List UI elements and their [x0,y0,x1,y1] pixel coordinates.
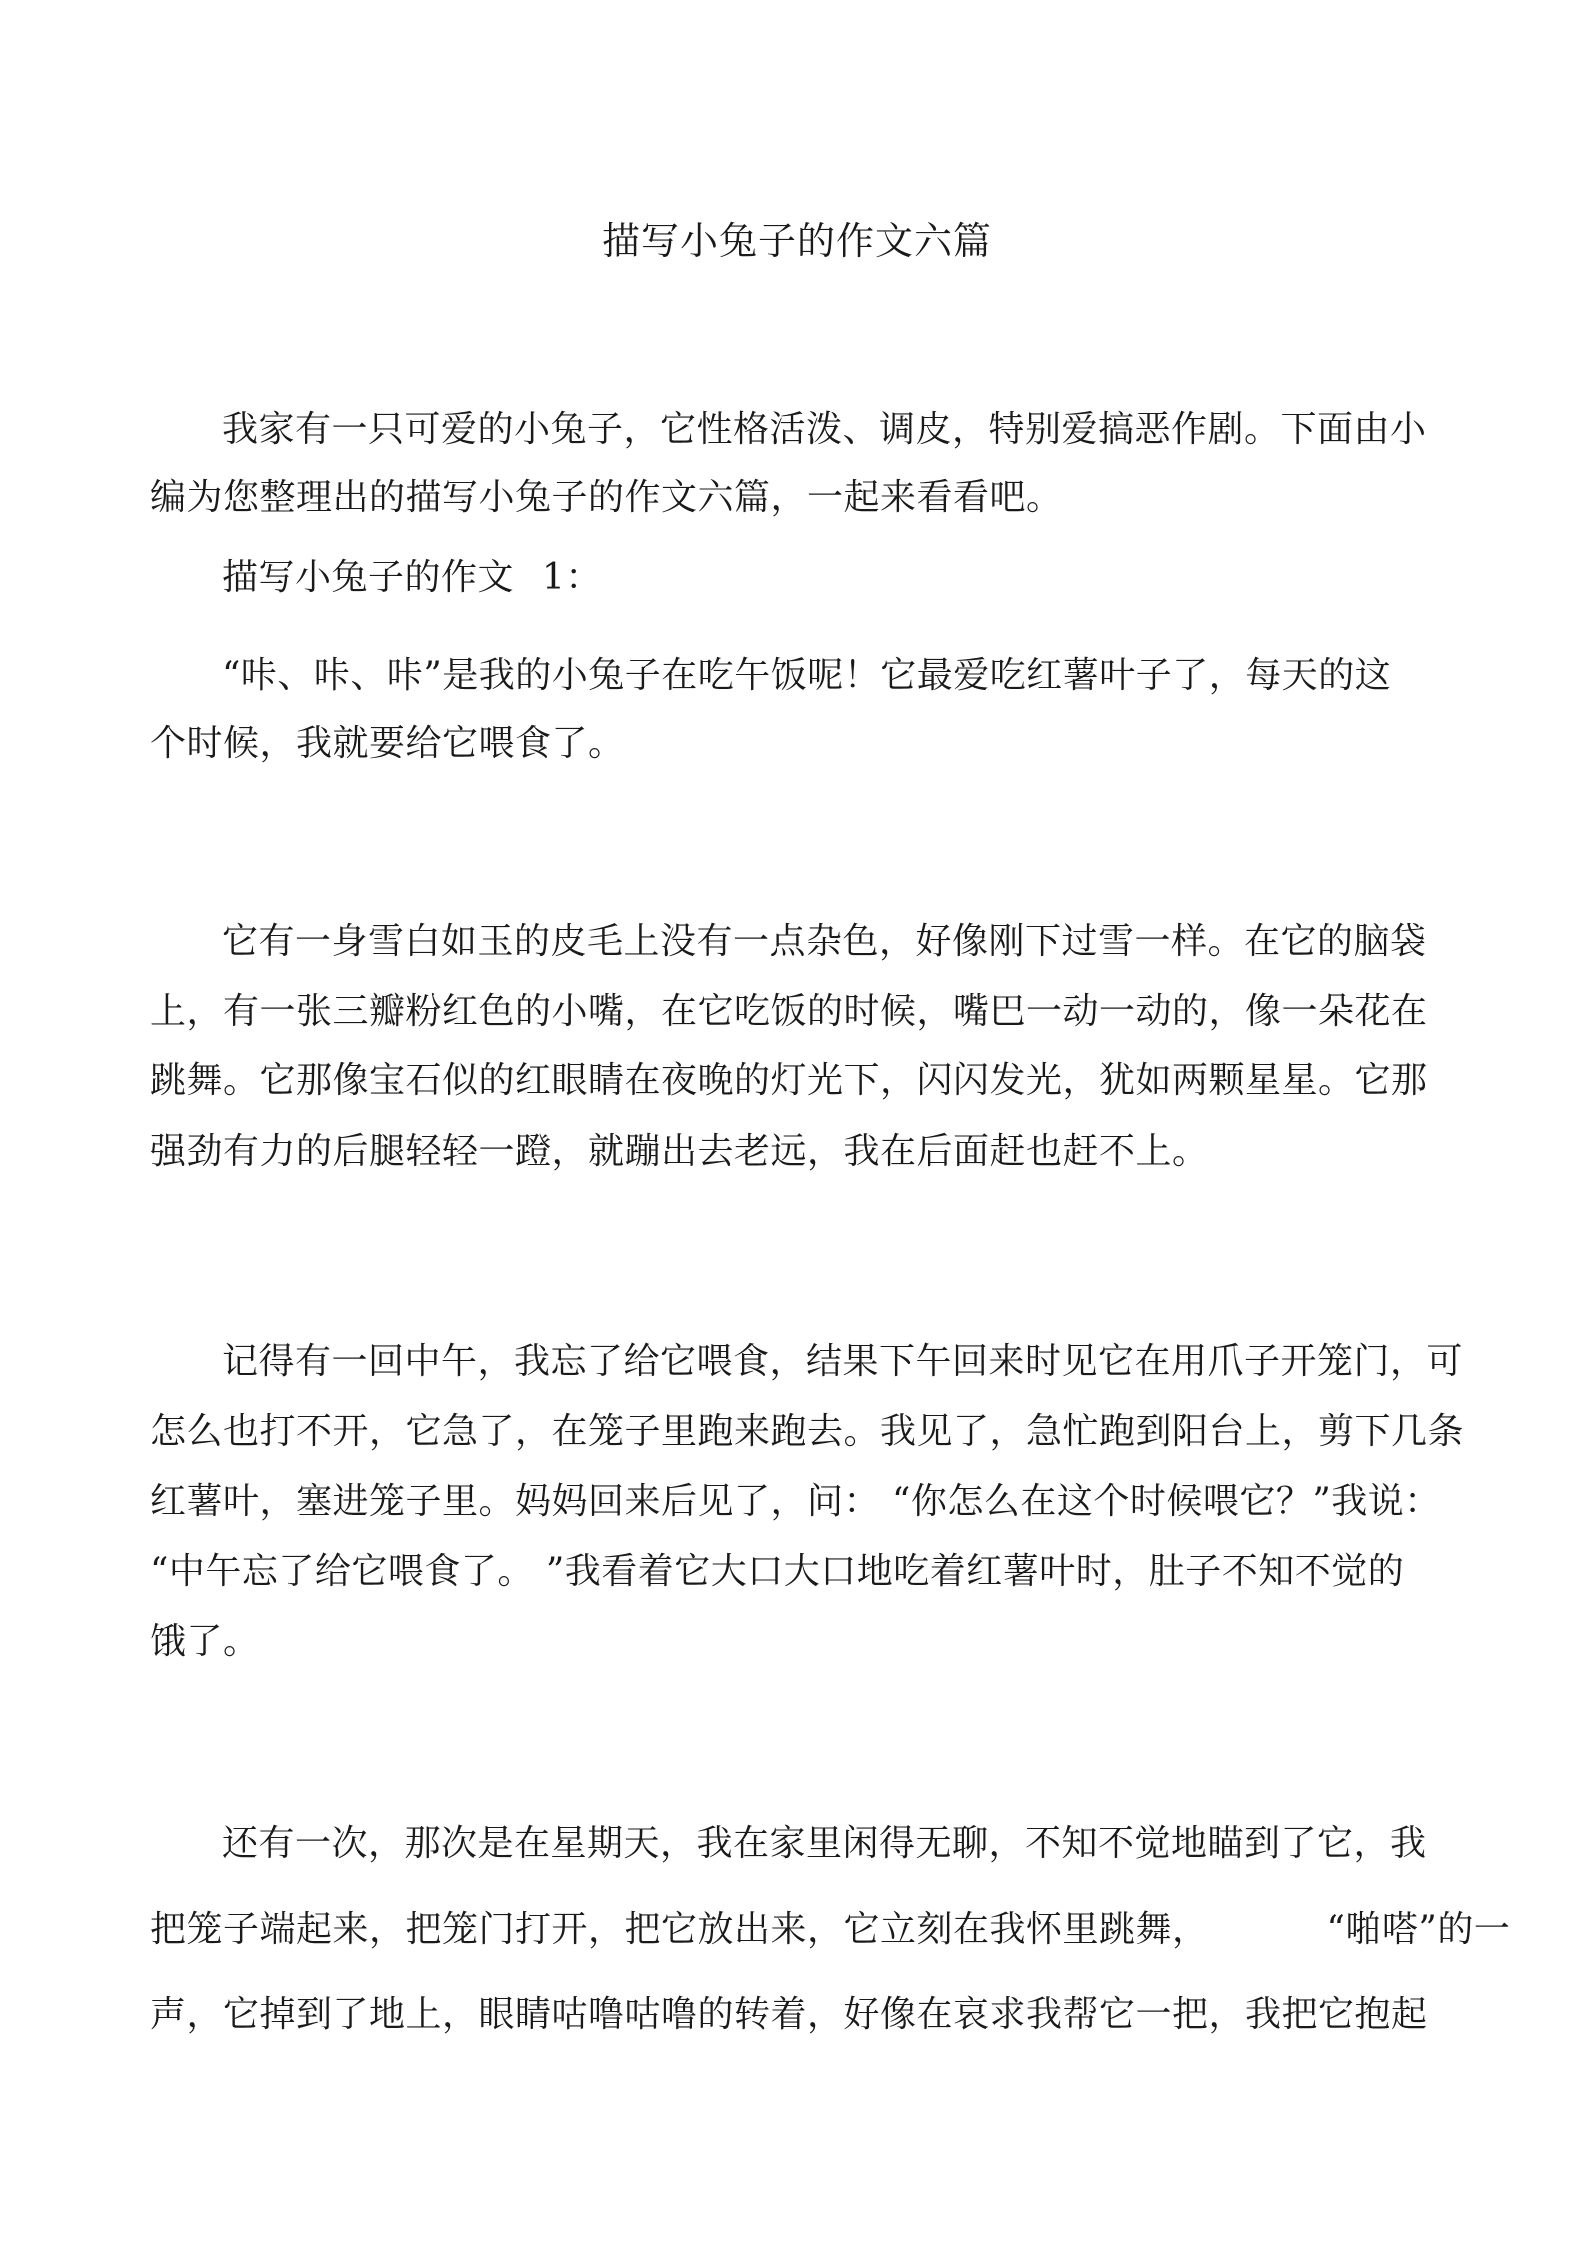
document-title: 描写小兔子的作文六篇 [601,219,992,263]
intro-line-2: 编为您整理出的描写小兔子的作文六篇，一起来看看吧。 [150,477,1063,518]
intro-line-1: 我家有一只可爱的小兔子，它性格活泼、调皮，特别爱搞恶作剧。下面由小 [222,409,1427,450]
p2-line-2: 上，有一张三瓣粉红色的小嘴，在它吃饭的时候，嘴巴一动一动的，像一朵花在 [150,991,1428,1032]
essay-heading-1 [222,556,1482,600]
p4-line-1: 还有一次，那次是在星期天，我在家里闲得无聊，不知不觉地瞄到了它，我 [222,1823,1427,1864]
p2-line-3: 跳舞。它那像宝石似的红眼睛在夜晚的灯光下，闪闪发光，犹如两颗星星。它那 [150,1060,1428,1101]
p3-line-4: “中午忘了给它喂食了。 ”我看着它大口大口地吃着红薯叶时，肚子不知不觉的 [150,1551,1405,1592]
p4-line-2 [150,1908,1511,1952]
p2-line-1: 它有一身雪白如玉的皮毛上没有一点杂色，好像刚下过雪一样。在它的脑袋 [222,921,1427,962]
p1-line-1: “咔、咔、咔”是我的小兔子在吃午饭呢！它最爱吃红薯叶子了，每天的这 [222,655,1392,696]
p1-line-2: 个时候，我就要给它喂食了。 [150,723,625,764]
p3-line-2: 怎么也打不开，它急了，在笼子里跑来跑去。我见了，急忙跑到阳台上，剪下几条 [150,1411,1465,1452]
p3-line-3: 红薯叶，塞进笼子里。妈妈回来后见了，问： “你怎么在这个时候喂它？”我说： [150,1481,1441,1522]
p4-line-3: 声，它掉到了地上，眼睛咕噜咕噜的转着，好像在哀求我帮它一把，我把它抱起 [150,1994,1428,2035]
p4-line-2-part-a: 把笼子端起来，把笼门打开，把它放出来，它立刻在我怀里跳舞， [150,1909,1209,1950]
p3-line-1: 记得有一回中午，我忘了给它喂食，结果下午回来时见它在用爪子开笼门，可 [222,1341,1464,1382]
essay-heading-number: 1： [542,557,602,598]
p3-line-5: 饿了。 [150,1621,260,1662]
essay-heading-label: 描写小兔子的作文 [222,557,515,598]
p4-line-2-part-b: “啪嗒”的一 [1326,1909,1511,1950]
p2-line-4: 强劲有力的后腿轻轻一蹬，就蹦出去老远，我在后面赶也赶不上。 [150,1131,1209,1172]
